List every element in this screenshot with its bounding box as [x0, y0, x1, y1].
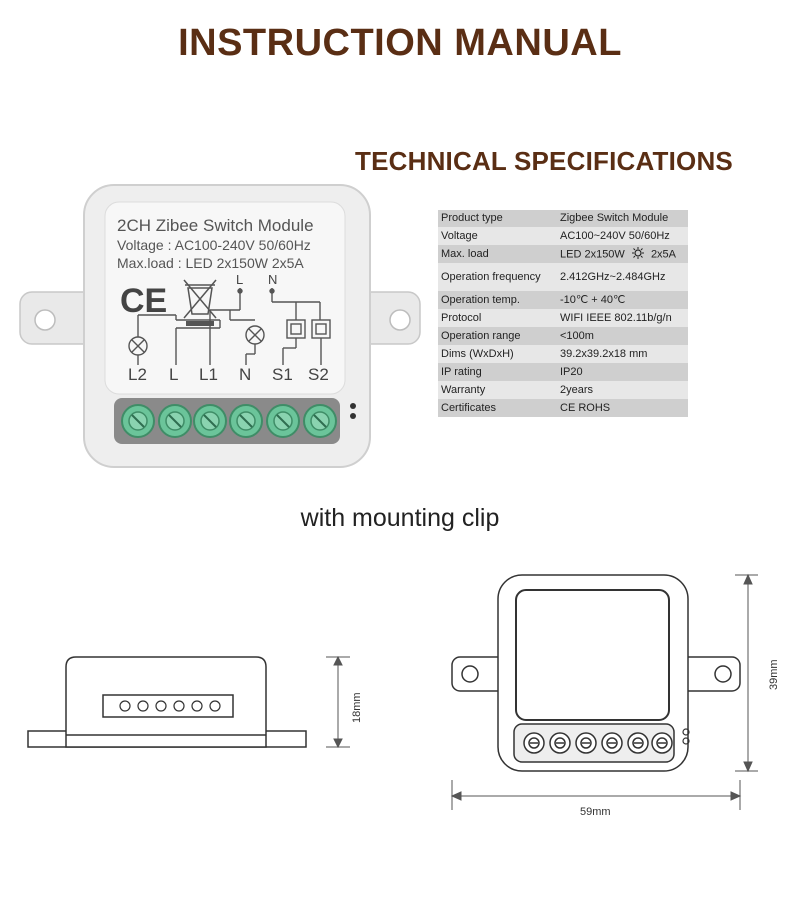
terminal-strip-side: [103, 695, 233, 717]
spec-row: [438, 399, 688, 417]
height-label: 18mm: [351, 692, 363, 723]
spec-value: 2.412GHz~2.484GHz: [560, 270, 666, 283]
page-title: INSTRUCTION MANUAL: [178, 22, 622, 64]
device-illustration: [0, 170, 430, 480]
spec-key: Operation temp.: [441, 293, 520, 306]
module-front-panel: [516, 590, 669, 720]
spec-key: Max. load: [441, 247, 489, 260]
width-label: 59mm: [580, 806, 611, 818]
spec-table: [438, 210, 688, 417]
indicator-dot: [350, 403, 356, 409]
spec-row: [438, 210, 688, 227]
spec-key: Operation range: [441, 329, 521, 342]
spec-row: [438, 381, 688, 399]
terminal-label-l2: L2: [128, 365, 147, 384]
spec-row: [438, 291, 688, 309]
bulb-icon: [631, 247, 645, 262]
spec-value: Zigbee Switch Module: [560, 212, 669, 224]
spec-key: Product type: [441, 212, 503, 224]
wire-label-l: L: [236, 272, 244, 287]
spec-value: CE ROHS: [560, 401, 611, 414]
spec-row: [438, 245, 688, 263]
side-view-drawing: [0, 645, 380, 765]
spec-key: Operation frequency: [441, 270, 541, 283]
section-title: TECHNICAL SPECIFICATIONS: [355, 146, 733, 176]
device-voltage: Voltage : AC100-240V 50/60Hz: [117, 237, 311, 253]
spec-value: <100m: [560, 329, 594, 342]
spec-maxload-suffix: 2x5A: [650, 247, 677, 260]
terminal-label-s1: S1: [272, 365, 293, 384]
spec-value: [552, 245, 688, 263]
spec-row: [438, 309, 688, 327]
spec-row: [438, 227, 688, 245]
terminal-label-s2: S2: [308, 365, 329, 384]
spec-row: [438, 363, 688, 381]
spec-row: [438, 345, 688, 363]
indicator-dot: [350, 413, 356, 419]
device-name: 2CH Zibee Switch Module: [117, 216, 314, 235]
spec-value: IP20: [560, 365, 583, 378]
terminal-label-l: L: [169, 365, 179, 384]
ce-mark: CE: [120, 282, 168, 320]
height-dimension-line: [326, 657, 350, 747]
terminal-label-l1: L1: [199, 365, 218, 384]
terminal-label-n: N: [239, 365, 252, 384]
front-view-drawing: [430, 560, 800, 830]
spec-row: [438, 263, 688, 291]
spec-key: Voltage: [441, 229, 478, 242]
spec-maxload-value: LED 2x150W: [560, 247, 625, 260]
spec-key: Certificates: [441, 401, 497, 414]
device-maxload: Max.load : LED 2x150W 2x5A: [117, 255, 304, 271]
wire-label-n: N: [268, 272, 278, 287]
spec-value: AC100~240V 50/60Hz: [560, 229, 670, 242]
spec-key: Dims (WxDxH): [441, 347, 514, 360]
depth-label: 39mm: [768, 659, 780, 690]
mounting-clip-caption: with mounting clip: [300, 504, 500, 532]
spec-value: 39.2x39.2x18 mm: [560, 347, 648, 360]
spec-key: Warranty: [441, 383, 486, 396]
spec-value: 2years: [560, 383, 594, 396]
spec-value: -10℃ + 40℃: [560, 293, 626, 306]
spec-key: IP rating: [441, 365, 482, 378]
spec-key: Protocol: [441, 311, 482, 324]
spec-row: [438, 327, 688, 345]
spec-value: WIFI IEEE 802.11b/g/n: [560, 311, 672, 324]
